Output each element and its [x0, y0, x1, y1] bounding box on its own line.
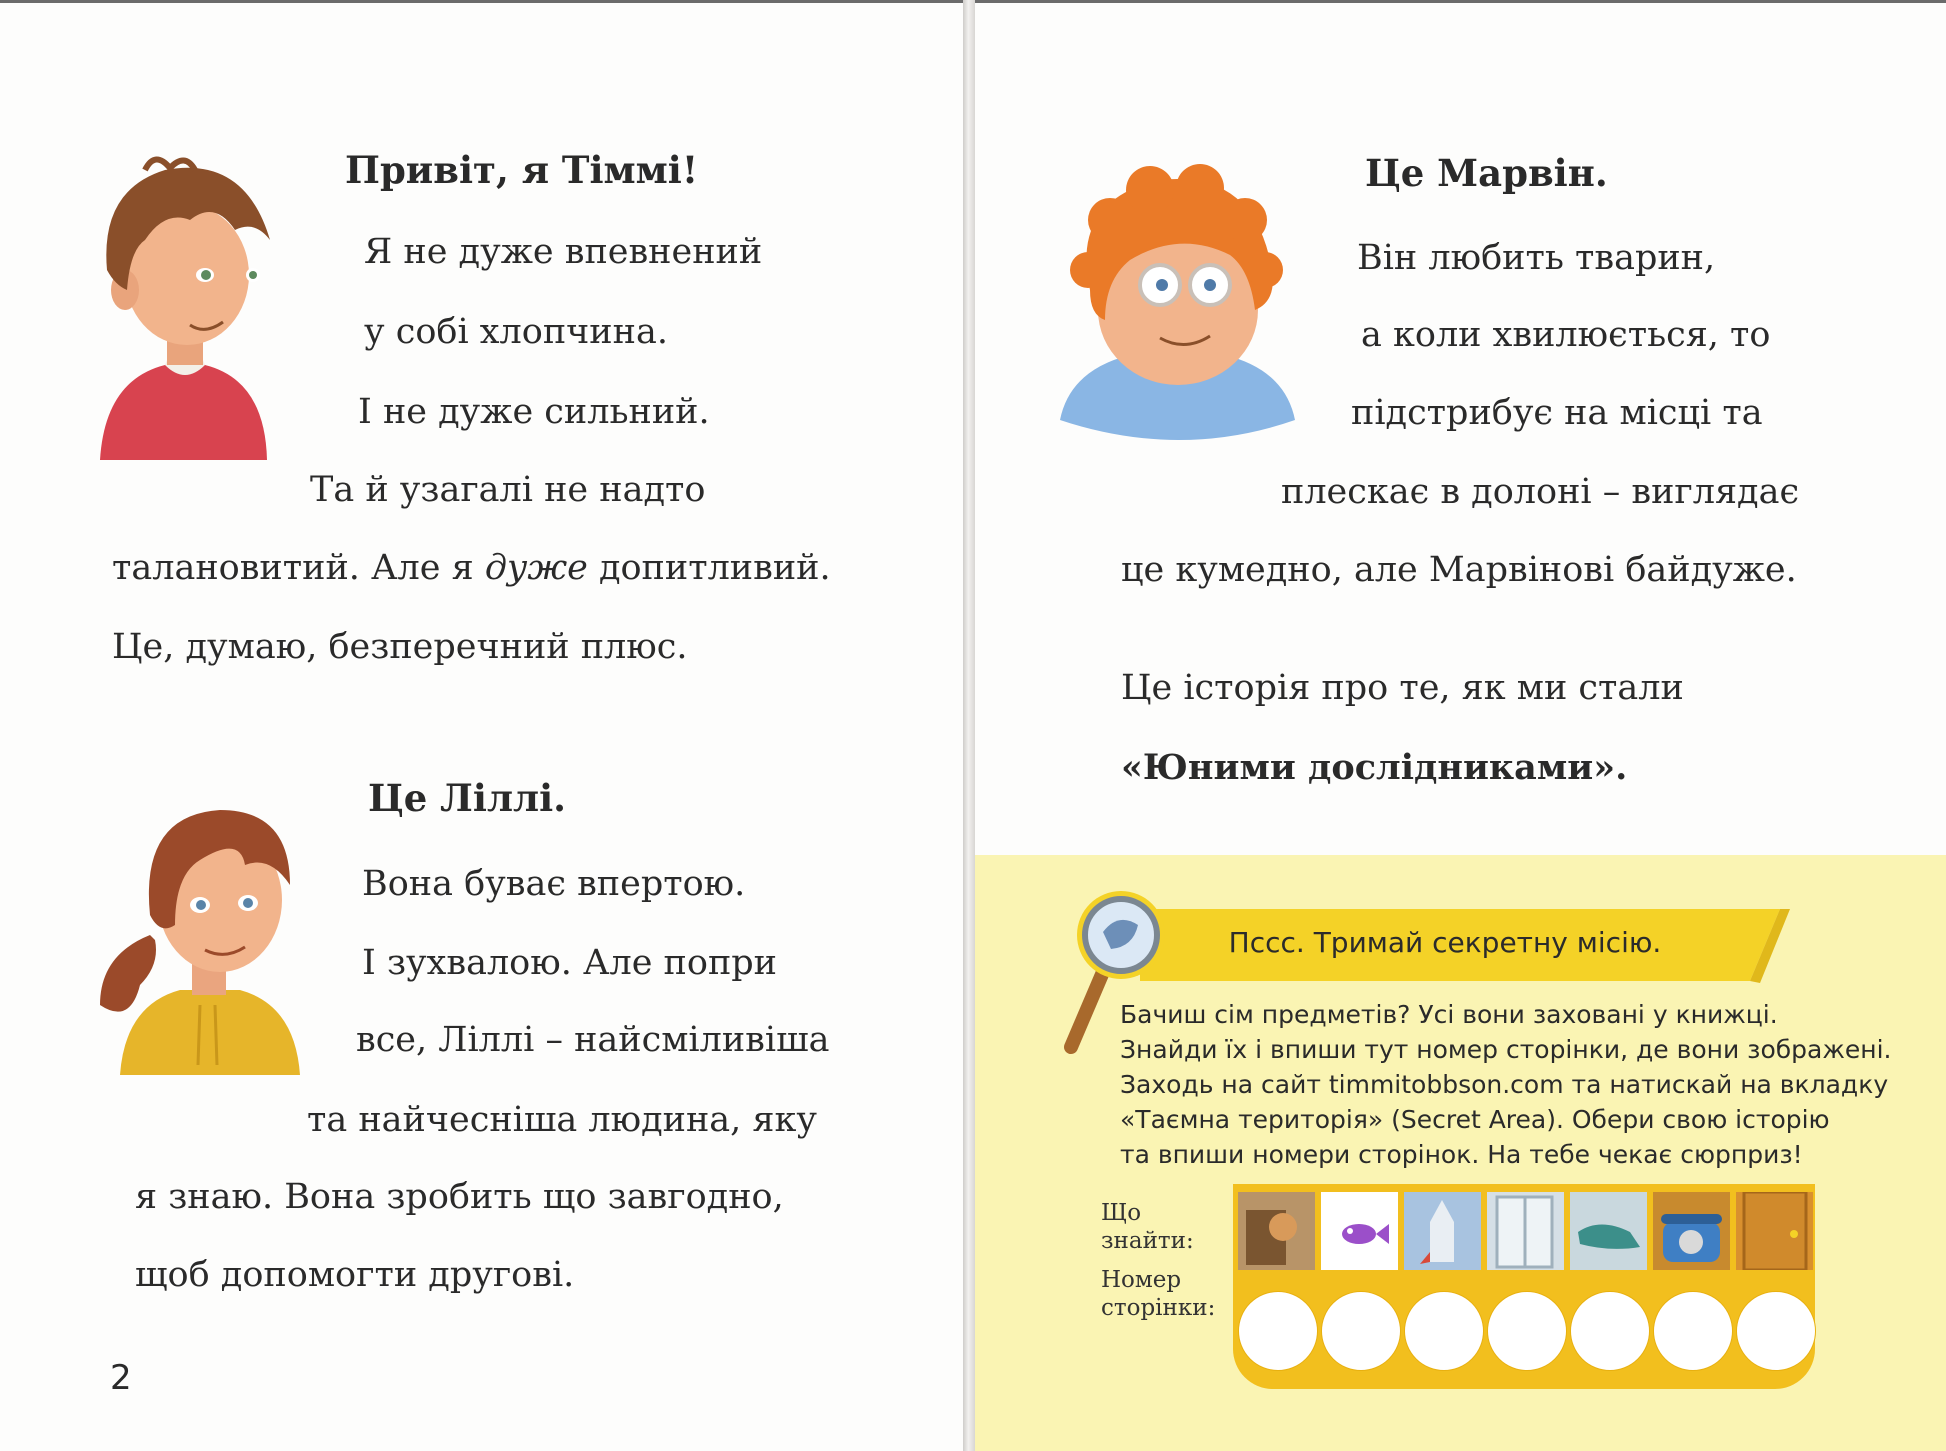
page-number-slot-2[interactable]: [1321, 1291, 1401, 1371]
mission-line-3: Заходь на сайт timmitobbson.com та натискай на вкладку: [1120, 1070, 1889, 1099]
mission-line-5: та впиши номери сторінок. На тебе чекає сюрприз!: [1120, 1140, 1803, 1169]
flipper-icon: [1570, 1192, 1647, 1270]
secret-mission-panel: [975, 855, 1946, 1451]
item-thumb-7: [1736, 1192, 1813, 1270]
lilly-line-5: я знаю. Вона зробить що завгодно,: [135, 1177, 784, 1217]
timmy-heading: Привіт, я Тіммі!: [345, 148, 699, 192]
telephone-icon: [1653, 1192, 1730, 1270]
item-thumb-3: [1404, 1192, 1481, 1270]
window-icon: [1487, 1192, 1564, 1270]
story-line-1: Це історія про те, як ми стали: [1121, 668, 1684, 708]
magnifier-icon: [1063, 887, 1183, 1057]
book-gutter: [963, 0, 975, 1451]
page-number: 2: [110, 1358, 132, 1398]
timmy-line-2: у собі хлопчина.: [364, 312, 668, 352]
items-strip: [1233, 1184, 1815, 1389]
lilly-line-6: щоб допомогти другові.: [135, 1255, 575, 1295]
left-page: [0, 0, 963, 1451]
find-label-2: знайти:: [1101, 1228, 1194, 1254]
timmy-line-5b: допитливий.: [587, 548, 831, 588]
top-edge: [975, 0, 1946, 3]
top-edge: [0, 0, 963, 3]
page-number-slot-5[interactable]: [1570, 1291, 1650, 1371]
lilly-portrait: [80, 765, 330, 1085]
mission-line-1: Бачиш сім предметів? Усі вони заховані у книжці.: [1120, 1000, 1778, 1029]
marvin-line-1: Він любить тварин,: [1357, 238, 1716, 278]
page-number-slot-7[interactable]: [1736, 1291, 1816, 1371]
mission-line-4: «Таємна територія» (Secret Area). Обери свою історію: [1120, 1105, 1830, 1134]
timmy-emphasis: дуже: [484, 548, 588, 588]
marvin-portrait: [1050, 160, 1300, 450]
lilly-line-1: Вона буває впертою.: [362, 864, 746, 904]
marvin-line-2: а коли хвилюється, то: [1361, 315, 1771, 355]
mission-line-2: Знайди їх і впиши тут номер сторінки, де вони зображені.: [1120, 1035, 1892, 1064]
timmy-line-6: Це, думаю, безперечний плюс.: [112, 627, 688, 667]
marvin-line-5: це кумедно, але Марвінові байдуже.: [1121, 550, 1797, 590]
fish-icon: [1321, 1192, 1398, 1270]
mission-banner-text: Пссс. Тримай секретну місію.: [1228, 926, 1662, 959]
right-page: [975, 0, 1946, 1451]
marvin-line-4: плескає в долоні – виглядає: [1281, 472, 1800, 512]
item-thumb-6: [1653, 1192, 1730, 1270]
mission-banner: [1140, 903, 1790, 983]
timmy-line-5a: талановитий. Але я: [112, 548, 485, 588]
rocket-icon: [1404, 1192, 1481, 1270]
story-line-2: «Юними дослідниками».: [1121, 747, 1628, 788]
timmy-portrait: [95, 150, 275, 470]
item-thumb-4: [1487, 1192, 1564, 1270]
lilly-line-3: все, Ліллі – найсміливіша: [356, 1020, 830, 1060]
item-1-icon: [1238, 1192, 1315, 1270]
item-thumb-2: [1321, 1192, 1398, 1270]
lilly-line-2: І зухвалою. Але попри: [362, 943, 778, 983]
timmy-line-4: Та й узагалі не надто: [310, 470, 706, 510]
timmy-line-1: Я не дуже впевнений: [364, 232, 763, 272]
timmy-line-5: [112, 548, 831, 588]
marvin-line-3: підстрибує на місці та: [1351, 393, 1763, 433]
page-number-slot-3[interactable]: [1404, 1291, 1484, 1371]
page-number-slot-6[interactable]: [1653, 1291, 1733, 1371]
page-number-slot-1[interactable]: [1238, 1291, 1318, 1371]
door-icon: [1736, 1192, 1813, 1270]
find-label-1: Що: [1101, 1200, 1142, 1226]
item-thumb-1: [1238, 1192, 1315, 1270]
item-thumb-5: [1570, 1192, 1647, 1270]
marvin-heading: Це Марвін.: [1365, 151, 1608, 195]
page-number-slot-4[interactable]: [1487, 1291, 1567, 1371]
lilly-line-4: та найчесніша людина, яку: [307, 1100, 817, 1140]
lilly-heading: Це Ліллі.: [368, 776, 567, 820]
page-label-2: сторінки:: [1101, 1295, 1216, 1321]
page-label-1: Номер: [1101, 1267, 1182, 1293]
timmy-line-3: І не дуже сильний.: [358, 392, 710, 432]
